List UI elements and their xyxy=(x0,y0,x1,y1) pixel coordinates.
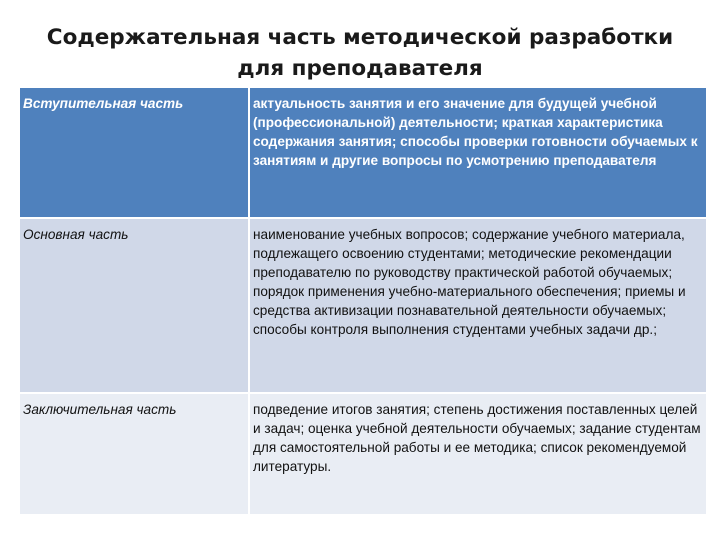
table-row-intro xyxy=(20,88,706,218)
row-text-main: наименование учебных вопросов; содержание учебного материала, подлежащего освоению студентами; методические рекомендации преподавателю по руководству практической работой обучаемых; порядок применения учебно-материального обеспечения; приемы и средства активизации познавательной деятельности обучаемых; способы контроля выполнения студентами учебных задачи др.; xyxy=(249,218,706,393)
content-table xyxy=(20,88,706,514)
table-row-final xyxy=(20,393,706,514)
row-text-intro: актуальность занятия и его значение для будущей учебной (профессиональной) деятельности; краткая характеристика содержания занятия; способы проверки готовности обучаемых к занятиям и другие вопросы по усмотрению преподавателя xyxy=(249,88,706,218)
row-label-intro: Вступительная часть xyxy=(20,88,249,218)
row-text-final: подведение итогов занятия; степень достижения поставленных целей и задач; оценка учебной деятельности обучаемых; задание студентам для самостоятельной работы и ее методика; список рекомендуемой литературы. xyxy=(249,393,706,514)
row-label-main: Основная часть xyxy=(20,218,249,393)
slide-title-line-2: для преподавателя xyxy=(237,56,483,81)
slide-title xyxy=(20,22,700,84)
table-row-main xyxy=(20,218,706,393)
slide-title-line-1: Содержательная часть методической разработки xyxy=(46,25,674,50)
row-label-final: Заключительная часть xyxy=(20,393,249,514)
